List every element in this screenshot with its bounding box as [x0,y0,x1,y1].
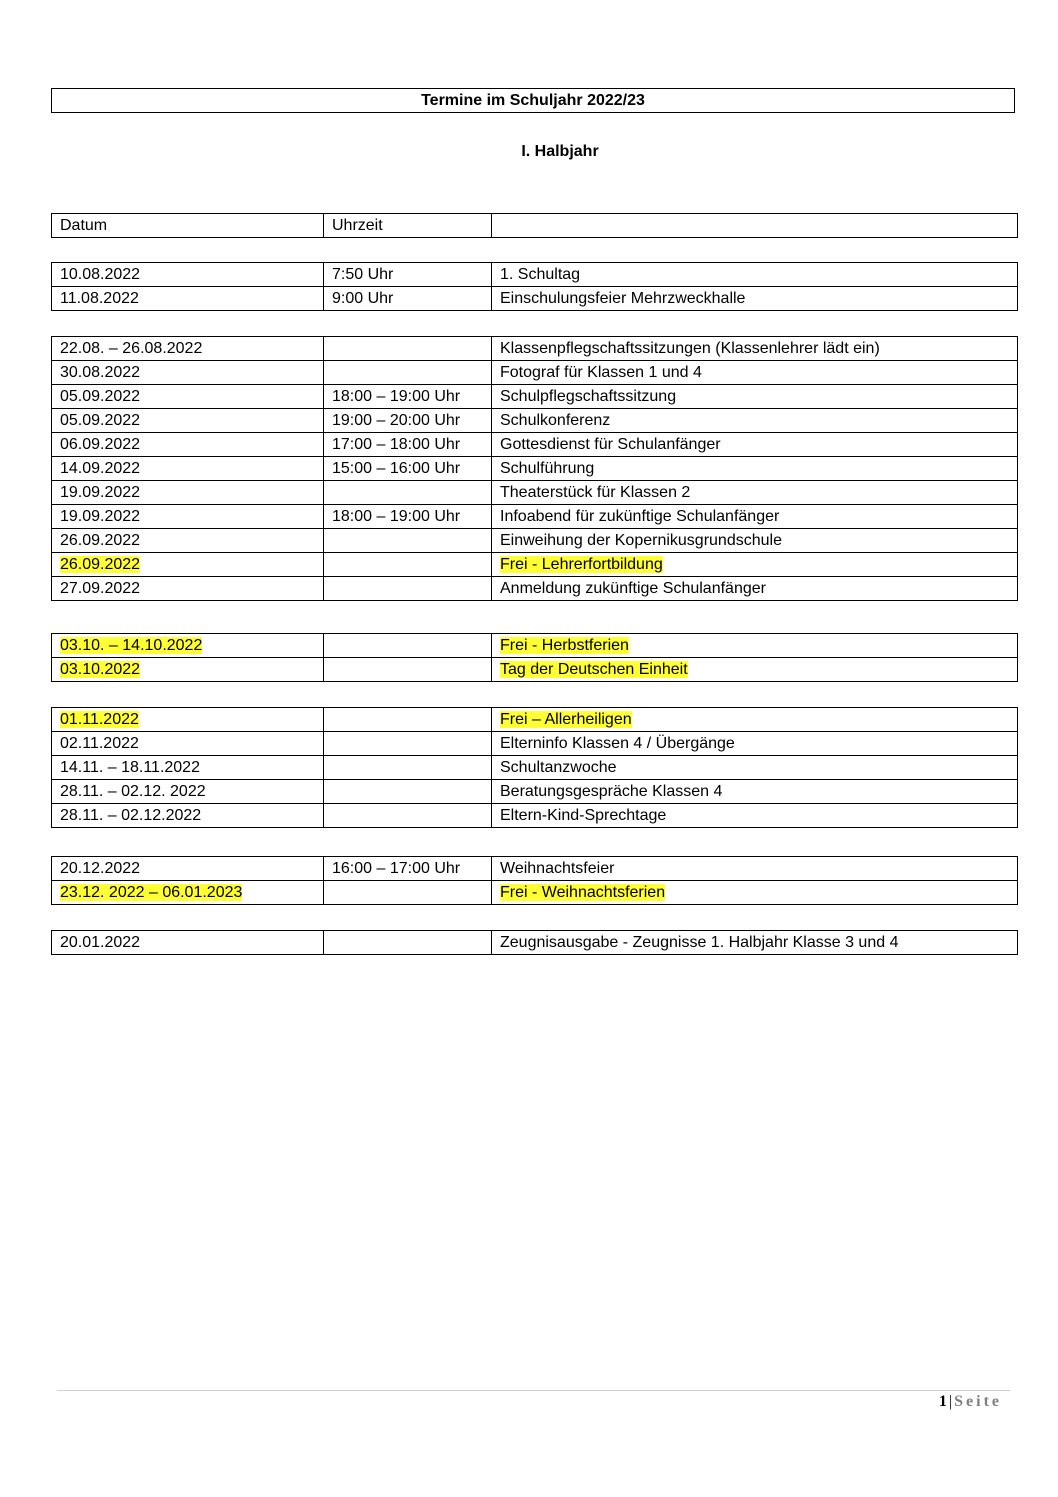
date-cell [52,577,324,601]
event-cell [492,857,1018,881]
date-cell-text: 05.09.2022 [60,387,141,405]
footer-separator: | [948,1393,953,1410]
date-cell [52,409,324,433]
event-cell [492,287,1018,311]
date-cell-text: 20.12.2022 [60,859,141,877]
event-cell-text: Weihnachtsfeier [500,859,615,877]
time-cell [324,409,492,433]
date-cell [52,481,324,505]
table-row [52,433,1018,457]
date-cell [52,385,324,409]
table-row [52,780,1018,804]
time-cell [324,804,492,828]
date-cell-text: 22.08. – 26.08.2022 [60,339,203,357]
date-cell-text: 28.11. – 02.12.2022 [60,806,202,824]
date-cell-text: 01.11.2022 [60,710,139,728]
date-cell-text: 14.11. – 18.11.2022 [60,758,200,776]
time-cell [324,505,492,529]
table-row [52,658,1018,682]
date-cell [52,634,324,658]
event-cell [492,756,1018,780]
date-cell-text: 23.12. 2022 – 06.01.2023 [60,883,243,901]
date-cell-text: 02.11.2022 [60,734,139,752]
event-cell-text: Eltern-Kind-Sprechtage [500,806,667,824]
date-cell-text: 11.08.2022 [60,289,139,307]
event-cell [492,433,1018,457]
date-cell [52,433,324,457]
time-cell [324,553,492,577]
table-row [52,287,1018,311]
time-cell [324,263,492,287]
time-cell [324,385,492,409]
event-cell [492,931,1018,955]
time-cell [324,457,492,481]
time-cell-text: 15:00 – 16:00 Uhr [332,459,461,477]
time-cell [324,658,492,682]
header-termin [492,214,1018,238]
time-cell [324,780,492,804]
event-cell-text: Elterninfo Klassen 4 / Übergänge [500,734,735,752]
date-cell [52,457,324,481]
table-row [52,337,1018,361]
event-cell-text: Infoabend für zukünftige Schulanfänger [500,507,780,525]
time-cell [324,337,492,361]
table-row [52,881,1018,905]
header-datum: Datum [52,214,324,238]
date-cell-text: 19.09.2022 [60,507,141,525]
event-cell-text: Frei - Herbstferien [500,636,629,654]
date-cell [52,881,324,905]
time-cell-text: 19:00 – 20:00 Uhr [332,411,461,429]
table-row [52,457,1018,481]
date-cell-text: 14.09.2022 [60,459,141,477]
event-cell-text: Frei - Weihnachtsferien [500,883,666,901]
time-cell [324,481,492,505]
table-row [52,263,1018,287]
event-cell-text: Schulführung [500,459,595,477]
time-cell [324,931,492,955]
time-cell-text: 17:00 – 18:00 Uhr [332,435,461,453]
event-cell-text: Anmeldung zukünftige Schulanfänger [500,579,766,597]
event-cell-text: Einschulungsfeier Mehrzweckhalle [500,289,746,307]
document-title-text: Termine im Schuljahr 2022/23 [421,91,645,109]
date-cell-text: 03.10. – 14.10.2022 [60,636,203,654]
event-cell [492,732,1018,756]
time-cell [324,634,492,658]
date-cell-text: 10.08.2022 [60,265,141,283]
event-cell-text: Gottesdienst für Schulanfänger [500,435,721,453]
time-cell [324,361,492,385]
table-row [52,857,1018,881]
event-cell-text: Tag der Deutschen Einheit [500,660,688,678]
time-cell [324,577,492,601]
event-cell [492,553,1018,577]
date-cell [52,553,324,577]
table-row [52,481,1018,505]
date-cell [52,857,324,881]
event-cell-text: Theaterstück für Klassen 2 [500,483,691,501]
date-cell-text: 26.09.2022 [60,531,141,549]
date-cell [52,361,324,385]
table-row [52,732,1018,756]
table-row [52,553,1018,577]
event-cell-text: Schultanzwoche [500,758,617,776]
page-number: 1 [938,1393,947,1410]
table-row [52,577,1018,601]
date-cell [52,263,324,287]
event-cell [492,337,1018,361]
event-cell-text: Frei – Allerheiligen [500,710,632,728]
section-subtitle: I. Halbjahr [521,143,599,160]
event-cell-text: Frei - Lehrerfortbildung [500,555,663,573]
schedule-group [51,707,1018,828]
table-row [52,361,1018,385]
table-row [52,529,1018,553]
event-cell [492,263,1018,287]
event-cell-text: Zeugnisausgabe - Zeugnisse 1. Halbjahr Klasse 3 und 4 [500,933,899,951]
date-cell-text: 05.09.2022 [60,411,141,429]
event-cell-text: Fotograf für Klassen 1 und 4 [500,363,702,381]
date-cell [52,505,324,529]
schedule-group [51,633,1018,682]
table-row [52,409,1018,433]
date-cell [52,708,324,732]
time-cell [324,433,492,457]
date-cell-text: 28.11. – 02.12. 2022 [60,782,206,800]
date-cell-text: 03.10.2022 [60,660,141,678]
document-title [51,88,1015,113]
time-cell-text: 18:00 – 19:00 Uhr [332,387,461,405]
date-cell [52,337,324,361]
table-row [52,931,1018,955]
table-row [52,708,1018,732]
header-uhrzeit: Uhrzeit [324,214,492,238]
event-cell [492,780,1018,804]
table-row [52,385,1018,409]
event-cell-text: Schulkonferenz [500,411,611,429]
date-cell-text: 19.09.2022 [60,483,141,501]
date-cell-text: 26.09.2022 [60,555,141,573]
event-cell-text: Einweihung der Kopernikusgrundschule [500,531,782,549]
time-cell [324,287,492,311]
event-cell [492,881,1018,905]
schedule-group [51,262,1018,311]
page-footer [939,1393,1002,1411]
schedule-group [51,856,1018,905]
time-cell-text: 16:00 – 17:00 Uhr [332,859,461,877]
date-cell [52,287,324,311]
event-cell [492,577,1018,601]
date-cell [52,732,324,756]
event-cell [492,658,1018,682]
event-cell-text: Klassenpflegschaftssitzungen (Klassenlehrer lädt ein) [500,339,880,357]
date-cell-text: 06.09.2022 [60,435,141,453]
time-cell [324,529,492,553]
table-row [52,804,1018,828]
table-row [52,634,1018,658]
schedule-group [51,336,1018,601]
event-cell-text: Schulpflegschaftssitzung [500,387,677,405]
event-cell [492,634,1018,658]
event-cell [492,505,1018,529]
date-cell [52,658,324,682]
schedule-group [51,930,1018,955]
time-cell [324,857,492,881]
header-row [52,214,1018,238]
table-row [52,756,1018,780]
time-cell [324,881,492,905]
event-cell [492,708,1018,732]
event-cell-text: 1. Schultag [500,265,581,283]
event-cell [492,385,1018,409]
footer-divider [57,1390,1010,1391]
footer-label: Seite [954,1393,1002,1410]
event-cell-text: Beratungsgespräche Klassen 4 [500,782,723,800]
date-cell [52,931,324,955]
event-cell [492,481,1018,505]
date-cell-text: 27.09.2022 [60,579,141,597]
event-cell [492,409,1018,433]
time-cell-text: 9:00 Uhr [332,289,394,307]
time-cell-text: 18:00 – 19:00 Uhr [332,507,461,525]
date-cell [52,756,324,780]
date-cell-text: 30.08.2022 [60,363,141,381]
time-cell-text: 7:50 Uhr [332,265,394,283]
time-cell [324,756,492,780]
header-table [51,213,1018,238]
table-row [52,505,1018,529]
event-cell [492,361,1018,385]
event-cell [492,529,1018,553]
date-cell-text: 20.01.2022 [60,933,141,951]
event-cell [492,457,1018,481]
time-cell [324,732,492,756]
event-cell [492,804,1018,828]
date-cell [52,529,324,553]
date-cell [52,780,324,804]
date-cell [52,804,324,828]
time-cell [324,708,492,732]
